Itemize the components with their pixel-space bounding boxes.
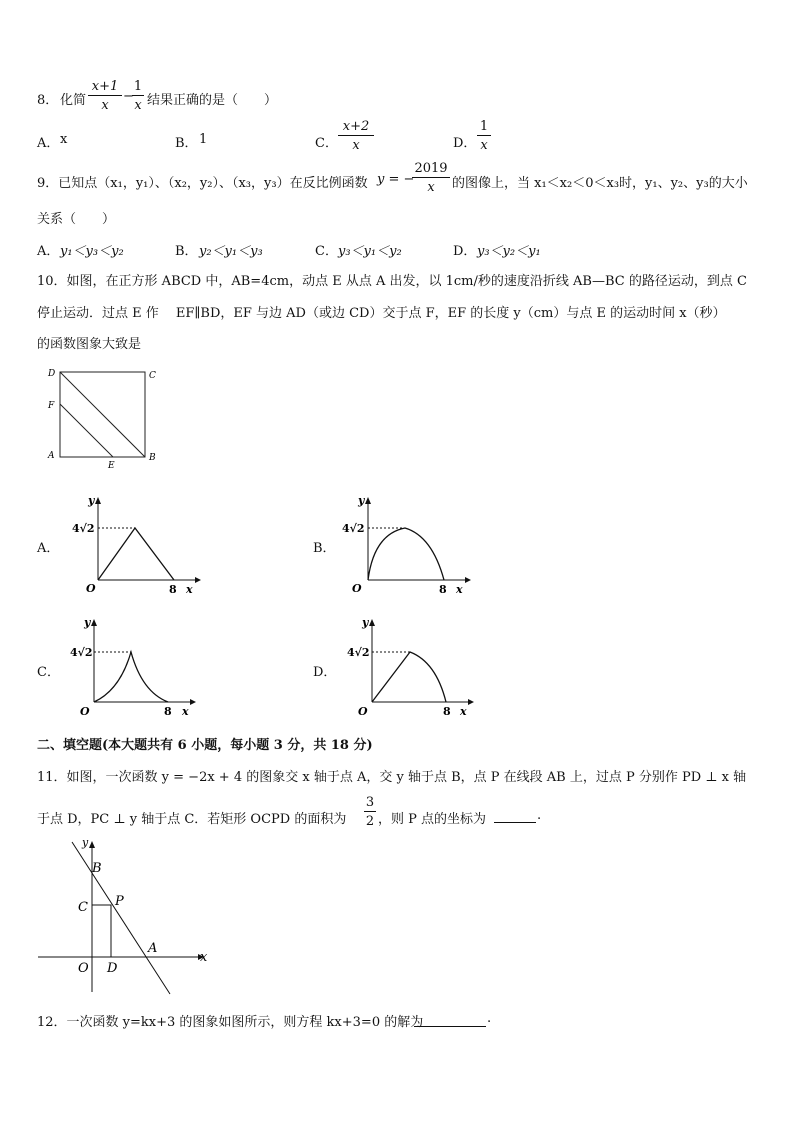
q9-option-a-value: y₁＜y₃＜y₂ [60,244,124,259]
q9-frac-denominator: x [427,180,435,195]
graph-c-y-label: y [84,616,91,629]
q11-label-b: B [92,861,102,876]
q10-option-a-label: A． [37,541,60,556]
q8-frac2-numerator: 1 [133,79,143,94]
q11-answer-blank[interactable] [494,822,536,823]
q10-label-c: C [149,371,156,381]
q11-line2-b: ，则 P 点的坐标为 [378,812,487,827]
q11-line1: 11．如图，一次函数 y = −2x + 4 的图象交 x 轴于点 A，交 y 轴于点 B，点 P 在线段 AB 上，过点 P 分别作 PD ⊥ x 轴 [37,770,747,785]
q8-number: 8． [37,93,59,108]
q8-option-b-value: 1 [199,132,208,147]
q8-frac1-numerator: x+1 [88,80,122,96]
q8-fraction-1 [88,80,122,112]
graph-a-x-label: x [186,583,193,596]
q8-option-b-label: B． [175,136,198,151]
q9-option-d-value: y₃＜y₂＜y₁ [477,244,541,259]
q8-option-d-label: D． [453,136,477,151]
graph-b-peak-label: 4√2 [342,522,365,535]
graph-b-origin-label: O [352,582,362,595]
graph-b-end-label: 8 [439,583,447,596]
q9-option-c-value: y₃＜y₁＜y₂ [338,244,402,259]
q11-frac-denominator: 2 [365,814,375,829]
q12-answer-blank[interactable] [414,1026,486,1027]
q10-option-d-label: D． [313,665,337,680]
graph-a-end-label: 8 [169,583,177,596]
q10-label-f: F [48,401,55,411]
q11-line2-a: 于点 D，PC ⊥ y 轴于点 C．若矩形 OCPD 的面积为 [37,812,347,827]
q10-line2: 停止运动．过点 E 作 EF∥BD，EF 与边 AD（或边 CD）交于点 F，EF 的长度 y（cm）与点 E 的运动时间 x（秒） [37,306,726,321]
q8-option-c-denominator: x [352,138,360,153]
q8-option-a-value: x [60,132,68,147]
q8-frac1-denominator: x [101,98,109,113]
graph-c-end-label: 8 [164,705,172,718]
section2-heading: 二、填空题(本大题共有 6 小题，每小题 3 分，共 18 分) [37,738,373,753]
q8-text-after: 结果正确的是（ ） [147,93,278,108]
q10-graph-c [70,614,205,719]
q9-option-d-label: D． [453,244,477,259]
q9-line2: 关系（ ） [37,212,116,227]
q11-label-a: A [148,941,158,956]
q10-label-b: B [149,453,156,463]
graph-a-peak-label: 4√2 [72,522,95,535]
q11-frac-numerator: 3 [365,795,375,810]
graph-d-x-label: x [460,705,467,718]
q8-option-d-denominator: x [480,138,488,153]
q9-option-a-label: A． [37,244,60,259]
graph-a-y-label: y [88,494,95,507]
q10-label-a: A [48,451,55,461]
q10-label-e: E [108,461,115,471]
q10-graph-b [340,492,475,597]
q9-fraction [412,162,450,194]
q8-frac2-denominator: x [134,98,142,113]
q11-label-c: C [78,900,88,915]
q8-minus: − [123,89,134,104]
q8-option-d-fraction [477,120,491,152]
q8-option-c-fraction [338,120,374,152]
q12-end: . [487,1011,492,1026]
q8-fraction-2 [132,80,144,112]
q8-option-a-label: A． [37,136,60,151]
q10-line1: 10．如图，在正方形 ABCD 中，AB=4cm，动点 E 从点 A 出发，以 1cm/秒的速度沿折线 AB—BC 的路径运动，到点 C [37,274,747,289]
q10-graph-a [70,492,205,597]
graph-c-x-label: x [182,705,189,718]
graph-d-peak-label: 4√2 [347,646,370,659]
q11-label-d: D [107,961,118,976]
graph-a-origin-label: O [86,582,96,595]
q9-line1-a: 9．已知点（x₁，y₁）、（x₂，y₂）、（x₃，y₃）在反比例函数 [37,176,368,191]
graph-b-y-label: y [358,494,365,507]
q11-label-p: P [115,894,124,909]
q11-label-y: y [82,836,89,849]
q9-option-b-label: B． [175,244,198,259]
q10-label-d: D [48,369,56,379]
q8-text-before: 化简 [60,93,87,108]
graph-c-peak-label: 4√2 [70,646,93,659]
q10-option-b-label: B． [313,541,336,556]
q8-option-d-numerator: 1 [477,120,491,136]
graph-c-origin-label: O [80,705,90,718]
q11-label-x: x [200,950,208,965]
q10-line3: 的函数图象大致是 [37,337,142,352]
q11-figure [30,832,220,997]
q12-text: 12．一次函数 y=kx+3 的图象如图所示，则方程 kx+3=0 的解为 [37,1015,424,1030]
graph-b-x-label: x [456,583,463,596]
q9-option-c-label: C． [315,244,338,259]
q10-option-c-label: C． [37,665,60,680]
q10-graph-d [344,614,479,719]
graph-d-end-label: 8 [443,705,451,718]
q8-option-c-numerator: x+2 [338,120,374,136]
graph-d-y-label: y [362,616,369,629]
q9-func-lhs: y = − [377,172,415,187]
q9-frac-numerator: 2019 [412,162,450,178]
q8-option-c-label: C． [315,136,338,151]
graph-d-origin-label: O [358,705,368,718]
q9-line1-b: 的图像上，当 x₁＜x₂＜0＜x₃时，y₁、y₂、y₃的大小 [452,176,748,191]
q9-option-b-value: y₂＜y₁＜y₃ [199,244,263,259]
q11-label-o: O [78,961,89,976]
q10-square-figure [40,364,170,474]
q11-line2-end: . [537,808,542,823]
q11-fraction [364,796,376,828]
